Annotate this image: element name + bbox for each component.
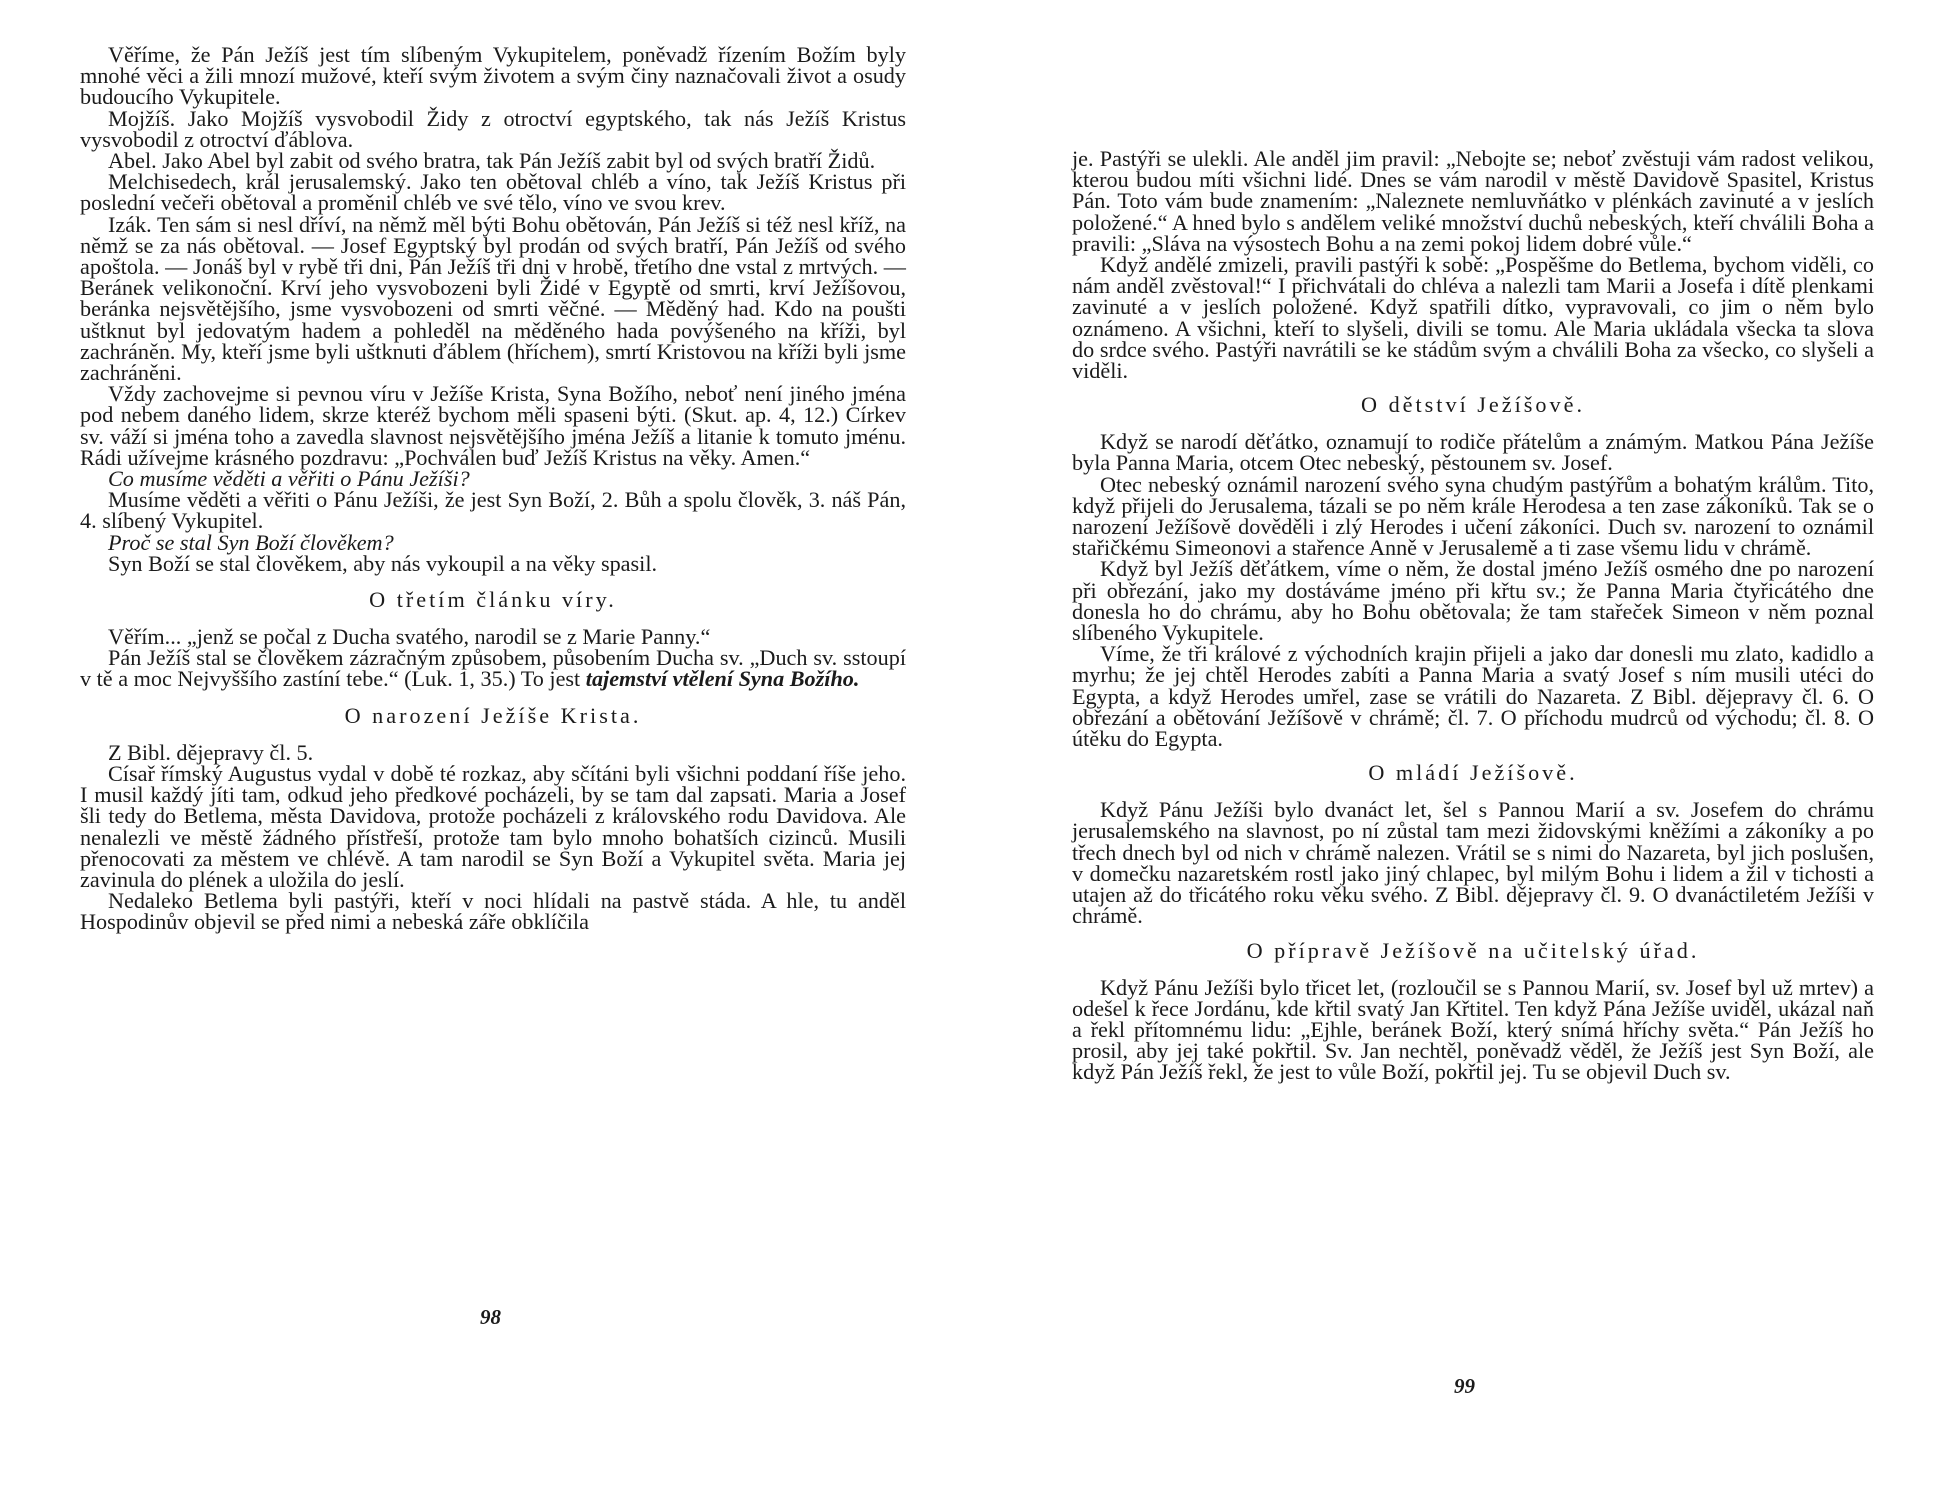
emphasized-term: tajemství vtělení Syna Božího. bbox=[585, 666, 860, 692]
section-heading: O přípravě Ježíšově na učitelský úřad. bbox=[1246, 937, 1700, 963]
paragraph: Abel. Jako Abel byl zabit od svého bratra, tak Pán Ježíš zabit byl od svých bratří Židů. bbox=[108, 148, 876, 174]
right-page bbox=[1072, 148, 1874, 1083]
page-number-right: 99 bbox=[1454, 1374, 1475, 1398]
paragraph: Víme, že tři králové z východních krajin přijeli a jako dar donesli mu zlato, kadidlo a myrhu; že jej chtěl Herodes zabíti a Panna Maria a svatý Josef s ním musili utéci do Egypta, a když Herodes umřel, zase se vrátili do Nazareta. Z Bibl. dějepravy čl. 6. O obřezání a obětování Ježíšově v chrámě; čl. 7. O příchodu mudrců od východu; čl. 8. O útěku do Egypta. bbox=[1072, 641, 1874, 752]
paragraph: Když se narodí děťátko, oznamují to rodiče přátelům a známým. Matkou Pána Ježíše byla Panna Maria, otcem Otec nebeský, pěstounem sv. Josef. bbox=[1072, 429, 1874, 476]
paragraph-text: Pán Ježíš stal se člověkem zázračným způsobem, působením Ducha sv. „Duch sv. sstoupí v tě a moc Nejvyššího zastíní tebe.“ (Luk. 1, 35.) To jest bbox=[80, 645, 906, 692]
paragraph: Když andělé zmizeli, pravili pastýři k sobě: „Pospěšme do Betlema, bychom viděli, co nám anděl zvěstoval!“ I přichvátali do chléva a nalezli tam Marii a Josefa i dítě plenkami zavinuté a v jeslích položené. Když spatřili dítko, vypravovali, co jim o něm bylo oznámeno. A všichni, kteří to slyšeli, divili se tomu. Ale Maria ukládala všecka ta slova do srdce svého. Pastýři navrátili se ke stádům svým a chválili Boha za všecko, co slyšeli a viděli. bbox=[1072, 252, 1874, 384]
catechism-answer: Musíme věděti a věřiti o Pánu Ježíši, že jest Syn Boží, 2. Bůh a spolu člověk, 3. náš Pán, 4. slíbený Vykupitel. bbox=[80, 487, 906, 534]
section-heading: O narození Ježíše Krista. bbox=[344, 702, 642, 728]
paragraph: Otec nebeský oznámil narození svého syna chudým pastýřům a bohatým králům. Tito, když přijeli do Jerusalema, tázali se po něm krále Herodesa a ten zase zákoníků. Tak se o narození Ježíšově dověděli i zlý Herodes i učení zákoníci. Duch sv. narození to oznámil stařičkému Simeonovi a stařence Anně v Jerusalemě a ti zase všemu lidu v chrámě. bbox=[1072, 471, 1874, 561]
paragraph: Vždy zachovejme si pevnou víru v Ježíše Krista, Syna Božího, neboť není jiného jména pod nebem daného lidem, skrze kteréž bychom měli spaseni býti. (Skut. ap. 4, 12.) Církev sv. váží si jména toho a zavedla slavnost nejsvětějšího jména Ježíš a litanie k tomuto jménu. Rádi užívejme krásného pozdravu: „Pochválen buď Ježíš Kristus na věky. Amen.“ bbox=[80, 381, 906, 470]
page-number-left: 98 bbox=[480, 1305, 501, 1329]
paragraph: Věříme, že Pán Ježíš jest tím slíbeným Vykupitelem, poněvadž řízením Božím byly mnohé věci a žili mnozí mužové, kteří svým životem a svým činy naznačovali život a osudy budoucího Vykupitele. bbox=[80, 42, 906, 110]
catechism-question: Co musíme věděti a věřiti o Pánu Ježíši? bbox=[108, 466, 470, 492]
paragraph: je. Pastýři se ulekli. Ale anděl jim pravil: „Nebojte se; neboť zvěstuji vám radost velikou, kterou budou míti všichni lidé. Dnes se vám narodil v městě Davidově Spasitel, Kristus Pán. Toto vám bude znamením: „Naleznete nemluvňátko v plénkách zavinuté a v jeslích položené.“ A hned bylo s andělem veliké množství duchů nebeských, kteří chválili Boha a pravili: „Sláva na výsostech Bohu a na zemi pokoj lidem dobré vůle.“ bbox=[1072, 146, 1874, 256]
paragraph: Když Pánu Ježíši bylo dvanáct let, šel s Pannou Marií a sv. Josefem do chrámu jerusalemského na slavnost, po ní zůstal tam mezi židovskými kněžími a zákoníky a po třech dnech byl od nich v chrámě nalezen. Vrátil se s nimi do Nazareta, byl jich poslušen, v domečku nazaretském rostl jako jiný chlapec, byl milým Bohu i lidem a žil v tichosti a utajen až do třicátého roku věku svého. Z Bibl. dějepravy čl. 9. O dvanáctiletém Ježíši v chrámě. bbox=[1072, 797, 1874, 929]
creed-quote: Věřím... „jenž se počal z Ducha svatého, narodil se z Marie Panny.“ bbox=[108, 624, 711, 650]
paragraph: Císař římský Augustus vydal v době té rozkaz, aby sčítáni byli všichni poddaní říše jeho. I musil každý jíti tam, odkud jeho předkové pocházeli, by se tam dal zapsati. Maria a Josef šli tedy do Betlema, města Davidova, protože pocházeli z královského rodu Davidova. Ale nenalezli ve městě žádného přístřeší, protože tam bylo mnoho bohatších cizinců. Musili přenocovati za městem ve chlévě. A tam narodil se Syn Boží a Vykupitel světa. Maria jej zavinula do plének a uložila do jeslí. bbox=[80, 760, 906, 892]
section-heading: O dětství Ježíšově. bbox=[1361, 392, 1585, 418]
catechism-answer: Syn Boží se stal člověkem, aby nás vykoupil a na věky spasil. bbox=[108, 550, 658, 576]
paragraph: Když byl Ježíš děťátkem, víme o něm, že dostal jméno Ježíš osmého dne po narození při obřezání, jako my dostáváme jméno při křtu sv.; že Panna Maria čtyřicátého dne donesla ho do chrámu, aby ho Bohu obětovala; že tam stařeček Simeon v něm poznal slíbeného Vykupitele. bbox=[1072, 556, 1874, 646]
paragraph: Izák. Ten sám si nesl dříví, na němž měl býti Bohu obětován, Pán Ježíš si též nesl kříž, na němž se za nás obětoval. — Josef Egyptský byl prodán od svých bratří, Pán Ježíš od svého apoštola. — Jonáš byl v rybě tři dni, Pán Ježíš tři dni v hrobě, třetího dne vstal z mrtvých. — Beránek velikonoční. Krví jeho vysvobozeni byli Židé v Egyptě od smrti, krví Ježíšovou, beránka nejsvětějšího, jsme vysvobozeni od smrti věčné. — Měděný had. Kdo na poušti uštknut byl jedovatým hadem a pohleděl na měděného hada povýšeného na kříži, byl zachráněn. My, kteří jsme byli uštknuti ďáblem (hříchem), smrtí Kristovou na kříži byli jsme zachráněni. bbox=[80, 211, 906, 386]
paragraph: Když Pánu Ježíši bylo třicet let, (rozloučil se s Pannou Marií, sv. Josef byl už mrtev) a odešel k řece Jordánu, kde křtil svatý Jan Křtitel. Ten když Pána Ježíše uviděl, ukázal naň a řekl přítomnému lidu: „Ejhle, beránek Boží, který snímá hříchy světa.“ Pán Ježíš ho prosil, aby jej také pokřtil. Sv. Jan nechtěl, poněvadž věděl, že Ježíš jest Syn Boží, ale když Pán Ježíš řekl, že jest to vůle Boží, pokřtil jej. Tu se objevil Duch sv. bbox=[1072, 974, 1874, 1085]
bible-reference: Z Bibl. dějepravy čl. 5. bbox=[108, 739, 314, 765]
paragraph: Nedaleko Betlema byli pastýři, kteří v noci hlídali na pastvě stáda. A hle, tu anděl Hospodinův objevil se před nimi a nebeská záře obklíčila bbox=[80, 888, 906, 935]
catechism-question: Proč se stal Syn Boží člověkem? bbox=[108, 529, 394, 555]
paragraph: Melchisedech, král jerusalemský. Jako ten obětoval chléb a víno, tak Ježíš Kristus při poslední večeři obětoval a proměnil chléb ve své tělo, víno ve svou krev. bbox=[80, 169, 906, 216]
section-heading: O mládí Ježíšově. bbox=[1368, 760, 1578, 786]
section-heading: O třetím článku víry. bbox=[369, 587, 617, 613]
paragraph: Mojžíš. Jako Mojžíš vysvobodil Židy z otroctví egyptského, tak nás Ježíš Kristus vysvobodil z otroctví ďáblova. bbox=[80, 105, 906, 152]
left-page bbox=[80, 44, 906, 933]
paragraph bbox=[80, 645, 906, 692]
